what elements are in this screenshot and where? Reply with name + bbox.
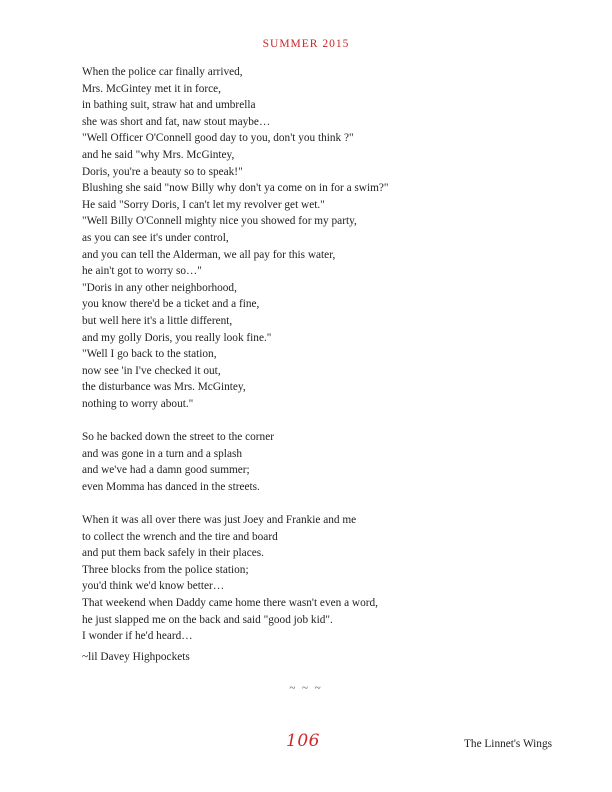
poem-line: the disturbance was Mrs. McGintey, (82, 381, 246, 394)
poem-line: When it was all over there was just Joey and Frankie and me (82, 514, 357, 527)
poem-line: even Momma has danced in the streets. (82, 480, 260, 493)
poem-line: nothing to worry about." (82, 397, 194, 410)
poem-line: and put them back safely in their places. (82, 547, 264, 560)
poem-line: and you can tell the Alderman, we all pay for this water, (82, 248, 336, 261)
poem-line: Three blocks from the police station; (82, 563, 249, 576)
poem-stanza (82, 512, 542, 645)
poem-line: Doris, you're a beauty so to speak!" (82, 165, 243, 178)
poem-line: now see 'in I've checked it out, (82, 364, 221, 377)
poem-stanza (82, 64, 542, 412)
poem-line: as you can see it's under control, (82, 231, 229, 244)
poem-line: she was short and fat, naw stout maybe… (82, 115, 271, 128)
poem-line: Mrs. McGintey met it in force, (82, 82, 221, 95)
poem-line: So he backed down the street to the corner (82, 431, 274, 444)
poem-line: in bathing suit, straw hat and umbrella (82, 99, 256, 112)
poem-line: He said "Sorry Doris, I can't let my revolver get wet." (82, 198, 325, 211)
section-separator: ~ ~ ~ (289, 682, 323, 694)
poem-line: and we've had a damn good summer; (82, 464, 250, 477)
poem-line: and my golly Doris, you really look fine." (82, 331, 272, 344)
poem-line: you'd think we'd know better… (82, 580, 225, 593)
poem-line: and he said "why Mrs. McGintey, (82, 148, 235, 161)
journal-name: The Linnet's Wings (464, 738, 552, 750)
poem-line: That weekend when Daddy came home there wasn't even a word, (82, 597, 378, 609)
poem-line: "Well Officer O'Connell good day to you, don't you think ?" (82, 132, 354, 145)
poem-line: he just slapped me on the back and said "good job kid". (82, 613, 333, 626)
poem-line: When the police car finally arrived, (82, 66, 243, 78)
poem-line: but well here it's a little different, (82, 314, 233, 327)
poem-line: "Well Billy O'Connell mighty nice you showed for my party, (82, 215, 357, 228)
poem-line: he ain't got to worry so…" (82, 265, 202, 278)
poem-line: Blushing she said "now Billy why don't ya come on in for a swim?" (82, 182, 389, 195)
poem-stanza (82, 429, 542, 495)
section-header: SUMMER 2015 (262, 38, 350, 50)
page-number: 106 (286, 731, 320, 751)
poem-line: I wonder if he'd heard… (82, 630, 193, 643)
poem-line: you know there'd be a ticket and a fine, (82, 298, 260, 311)
poem-body (82, 64, 542, 661)
poem-line: "Well I go back to the station, (82, 348, 217, 361)
poem-line: to collect the wrench and the tire and board (82, 530, 278, 543)
author-signature: ~lil Davey Highpockets (82, 651, 190, 663)
poem-line: and was gone in a turn and a splash (82, 447, 242, 460)
poem-line: "Doris in any other neighborhood, (82, 281, 237, 294)
